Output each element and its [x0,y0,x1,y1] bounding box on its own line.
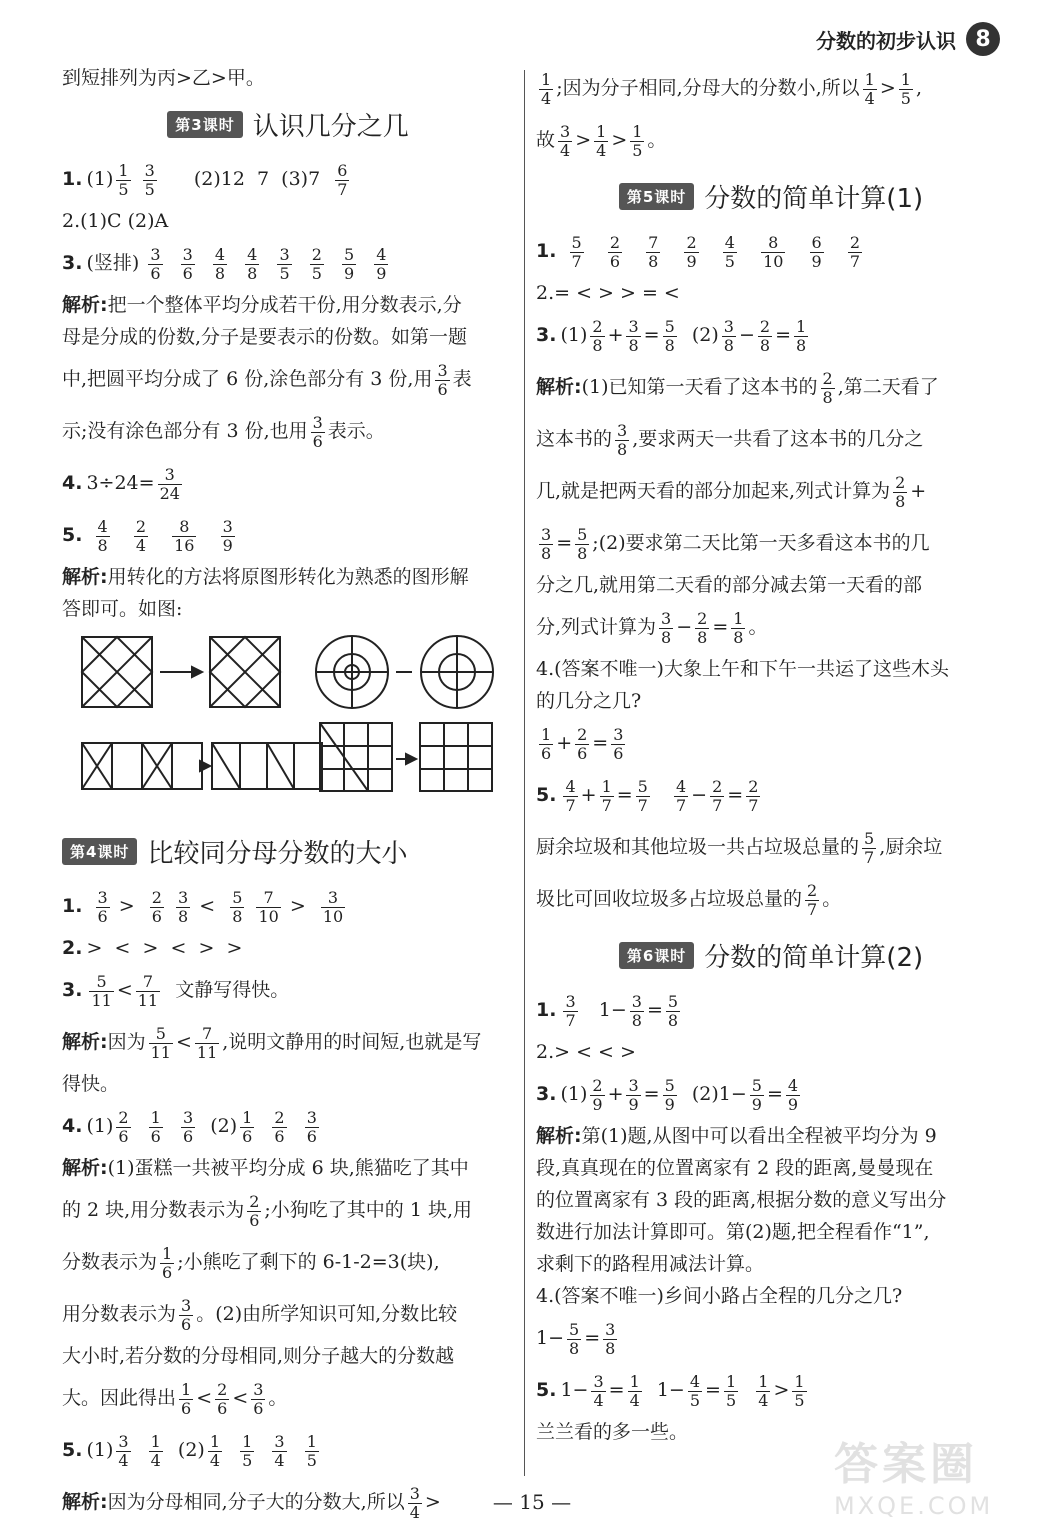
l4-q4-analysis1: 解析:(1)蛋糕一共被平均分成 6 块,熊猫吃了其中 [62,1157,469,1179]
lesson-badge: 第3课时 [167,111,242,138]
l6-analysis2: 段,真真现在的位置离家有 2 段的距离,曼曼现在 [536,1157,934,1179]
l3-q4: 4. 3÷24= $\frac{3}{24}$ [62,464,180,503]
cont-line1: $\frac{1}{4}$ ;因为分子相同,分母大的分数小,所以 $\frac{1}{4}$ > $\frac{1}{5}$ , [541,69,923,108]
lesson-badge: 第6课时 [619,942,694,969]
l5-analysis6: 分,列式计算为 $\frac{3}{8}$ − $\frac{2}{8}$ = $\frac{1}{8}$ 。 [536,608,768,647]
l6-q3: 3. (1) $\frac{2}{9}$ + $\frac{3}{9}$ = $\frac{5}{9}$ (2)1− $\frac{5}{9}$ = $\frac{4}{9}$ [536,1075,799,1114]
l5-q3: 3. (1) $\frac{2}{8}$ + $\frac{3}{8}$ = $\frac{5}{8}$ (2) $\frac{3}{8}$ − $\frac{2}{8}$ = $\frac{1}{8}$ [536,316,807,355]
l5-analysis2: 这本书的 $\frac{3}{8}$ ,要求两天一共看了这本书的几分之 [536,420,924,459]
l6-analysis5: 求剩下的路程用减法计算。 [536,1253,765,1275]
l3-analysis-line4: 示;没有涂色部分有 3 份,也用 $\frac{3}{6}$ 表示。 [62,412,385,451]
l4-q4-analysis2: 的 2 块,用分数表示为 $\frac{2}{6}$ ;小狗吃了其中的 1 块,用 [62,1191,473,1230]
l3-q3: 3. (竖排) $\frac{3}{6}$ $\frac{3}{6}$ $\frac{4}{8}$ $\frac{4}{8}$ $\frac{3}{5}$ $\frac{2}{5}$ $\frac{5}{9}$ $\frac{4}{9}$ [62,244,387,283]
l6-q1: 1. $\frac{3}{7}$ 1− $\frac{3}{8}$ = $\frac{5}{8}$ [536,991,679,1030]
l3-q5: 5. $\frac{4}{8}$ $\frac{2}{4}$ $\frac{8}{16}$ $\frac{3}{9}$ [62,516,233,555]
q3-prefix: (竖排) [86,252,140,274]
lesson4-heading [62,833,514,870]
l6-q4-answer: 1− $\frac{5}{8}$ = $\frac{3}{8}$ [536,1319,616,1358]
l3-analysis-line2: 母是分成的份数,分子是要表示的份数。如第一题 [62,326,468,348]
l3-analysis-line3: 中,把圆平均分成了 6 份,涂色部分有 3 份,用 $\frac{3}{6}$ 表 [62,360,472,399]
l5-q2: 2.= < > > = < [536,282,680,304]
l6-analysis3: 的位置离家有 3 段的距离,根据分数的意义写出分 [536,1189,947,1211]
l5-q5: 5. $\frac{4}{7}$ + $\frac{1}{7}$ = $\frac{5}{7}$ $\frac{4}{7}$ − $\frac{2}{7}$ = $\frac{2}{7}$ [536,776,759,815]
l3-q2: 2.(1)C (2)A [62,210,169,232]
left-column [62,62,514,1528]
l6-analysis1: 解析:第(1)题,从图中可以看出全程被平均分为 9 [536,1125,937,1147]
lesson-title: 比较同分母分数的大小 [147,839,408,869]
l5-q4-line2: 的几分之几? [536,690,642,712]
conversion-figures [62,631,502,811]
lesson-title: 认识几分之几 [252,112,409,142]
l3-q5-analysis2: 答即可。如图: [62,598,183,620]
chapter-title: 分数的初步认识 [816,28,956,53]
l5-analysis3: 几,就是把两天看的部分加起来,列式计算为 $\frac{2}{8}$ + [536,472,927,511]
l4-q1: 1. $\frac{3}{6}$ > $\frac{2}{6}$ $\frac{3}{8}$ < $\frac{5}{8}$ $\frac{7}{10}$ > $\frac{3}{10}$ [62,887,344,926]
lesson-title: 分数的简单计算(1) [704,184,924,214]
l5-analysis1: 解析:(1)已知第一天看了这本书的 $\frac{2}{8}$ ,第二天看了 [536,368,939,407]
lesson6-heading [536,937,1006,974]
l3-q5-analysis1: 解析:用转化的方法将原图形转化为熟悉的图形解 [62,566,469,588]
l3-analysis-line1: 解析:把一个整体平均分成若干份,用分数表示,分 [62,294,462,316]
l4-q3: 3. $\frac{5}{11}$ < $\frac{7}{11}$ 文静写得快。 [62,971,290,1010]
l4-q4-analysis3: 分数表示为 $\frac{1}{6}$ ;小熊吃了剩下的 6-1-2=3(块), [62,1243,440,1282]
l3-q1: 1. (1) $\frac{1}{5}$ $\frac{3}{5}$ (2)12 7 (3)7 $\frac{6}{7}$ [62,160,348,199]
lesson-badge: 第5课时 [619,183,694,210]
page-number: — 15 — [492,1490,572,1514]
l5-q5-text2: 圾比可回收垃圾多占垃圾总量的 $\frac{2}{7}$ 。 [536,880,842,919]
l4-q4-analysis6: 大。因此得出 $\frac{1}{6}$ < $\frac{2}{6}$ < $\frac{3}{6}$ 。 [62,1379,288,1418]
right-column [536,62,1006,1448]
watermark: 答案圈 MXQE.COM [834,1439,994,1520]
lesson3-heading [62,106,514,143]
l5-q5-text1: 厨余垃圾和其他垃圾一共占垃圾总量的 $\frac{5}{7}$ ,厨余垃 [536,828,943,867]
l6-q5: 5. 1− $\frac{3}{4}$ = $\frac{1}{4}$ 1− $\frac{4}{5}$ = $\frac{1}{5}$ $\frac{1}{4}$ > $\frac{1}{5}$ [536,1371,805,1410]
l4-q5-analysis: 解析:因为分母相同,分子大的分数大,所以 $\frac{3}{4}$ > [62,1483,441,1522]
l5-q4-line1: 4.(答案不唯一)大象上午和下午一共运了这些木头 [536,658,949,680]
l6-analysis4: 数进行加法计算即可。第(2)题,把全程看作“1”, [536,1221,930,1243]
lesson-badge: 第4课时 [62,838,137,865]
page-number-value: 15 [519,1490,545,1514]
l4-q2: 2. > < > < > > [62,937,243,959]
l6-q4: 4.(答案不唯一)乡间小路占全程的几分之几? [536,1285,903,1307]
l5-analysis5: 分之几,就用第二天看的部分减去第一天看的部 [536,574,923,596]
unit-number-badge: 8 [966,22,1000,56]
cont-line2: 故 $\frac{3}{4}$ > $\frac{1}{4}$ > $\frac{1}{5}$ 。 [536,121,667,160]
l5-analysis4: $\frac{3}{8}$ = $\frac{5}{8}$ ;(2)要求第二天比第一天多看这本书的几 [541,524,930,563]
l4-q4-analysis4: 用分数表示为 $\frac{3}{6}$ 。(2)由所学知识可知,分数比较 [62,1295,458,1334]
l4-q4: 4. (1) $\frac{2}{6}$ $\frac{1}{6}$ $\frac{3}{6}$ (2) $\frac{1}{6}$ $\frac{2}{6}$ $\frac{3}{6}$ [62,1107,317,1146]
l6-q2: 2.> < < > [536,1041,636,1063]
lesson5-heading [536,178,1006,215]
l4-q3-analysis2: 得快。 [62,1073,120,1095]
page-header [816,22,1000,56]
l5-q4-answer: $\frac{1}{6}$ + $\frac{2}{6}$ = $\frac{3}{6}$ [541,724,624,763]
intro-line: 到短排列为丙>乙>甲。 [62,67,265,89]
l5-q1: 1. $\frac{5}{7}$ $\frac{2}{6}$ $\frac{7}{8}$ $\frac{2}{9}$ $\frac{4}{5}$ $\frac{8}{10}$ $\frac{6}{9}$ $\frac{2}{7}$ [536,232,861,271]
lesson-title: 分数的简单计算(2) [704,943,924,973]
l4-q5: 5. (1) $\frac{3}{4}$ $\frac{1}{4}$ (2) $\frac{1}{4}$ $\frac{1}{5}$ $\frac{3}{4}$ $\frac{1}{5}$ [62,1431,317,1470]
l4-q4-analysis5: 大小时,若分数的分母相同,则分子越大的分数越 [62,1345,455,1367]
l4-q3-analysis: 解析:因为 $\frac{5}{11}$ < $\frac{7}{11}$ ,说明文静用的时间短,也就是写 [62,1023,482,1062]
column-divider [524,70,525,1476]
l6-q5-text: 兰兰看的多一些。 [536,1421,689,1443]
